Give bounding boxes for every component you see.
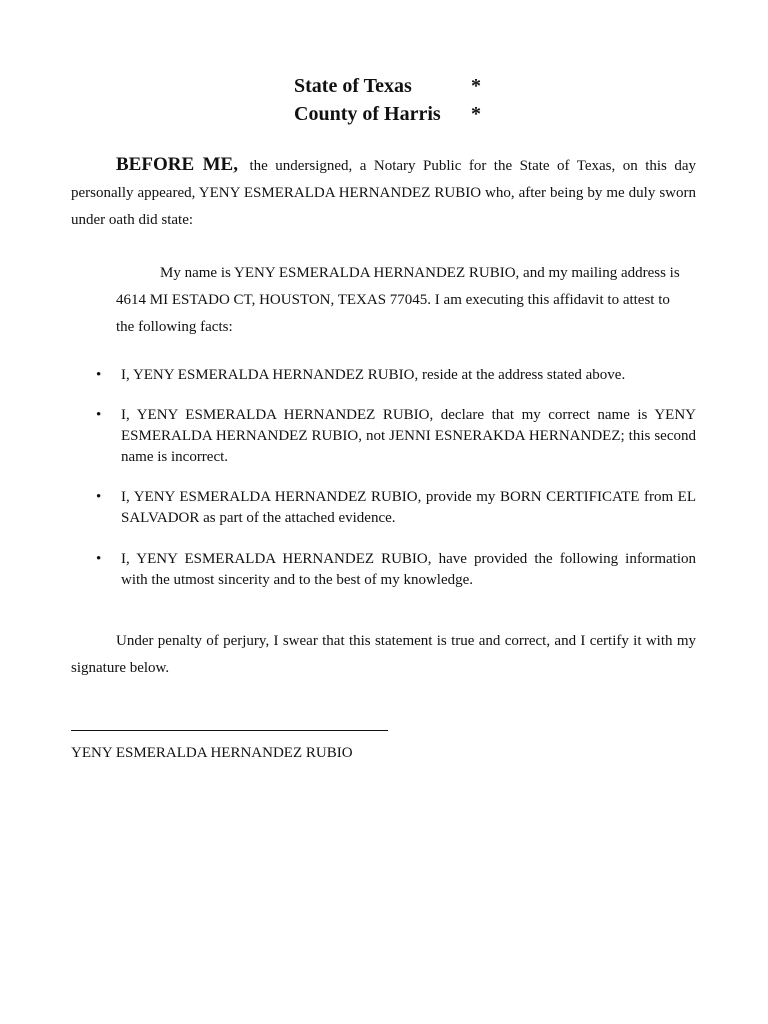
venue-block xyxy=(294,72,491,128)
fact-text: I, YENY ESMERALDA HERNANDEZ RUBIO, have provided the following information with the utmost sincerity and to the best of my knowledge. xyxy=(121,551,696,588)
venue-state-marker: * xyxy=(471,75,481,97)
bullet-icon: • xyxy=(96,489,102,505)
bullet-icon: • xyxy=(96,407,102,423)
list-item xyxy=(96,405,696,468)
statement-text: My name is YENY ESMERALDA HERNANDEZ RUBIO, and my mailing address is 4614 MI ESTADO CT, HOUSTON, TEXAS 77045. I am executing this affidavit to attest to the following facts: xyxy=(116,265,680,335)
signature-name: YENY ESMERALDA HERNANDEZ RUBIO xyxy=(71,745,353,761)
list-item xyxy=(96,365,696,386)
venue-state-row xyxy=(294,72,491,100)
bullet-icon: • xyxy=(96,551,102,567)
intro-text: the undersigned, a Notary Public for the State of Texas, on this day personally appeared, YENY ESMERALDA HERNANDEZ RUBIO who, after being by me duly sworn under oath did state: xyxy=(71,158,697,228)
venue-county-marker: * xyxy=(471,103,481,125)
venue-county-row xyxy=(294,100,491,128)
signature-line xyxy=(71,730,388,731)
intro-lead: BEFORE ME, xyxy=(116,154,238,175)
list-item xyxy=(96,487,696,529)
fact-text: I, YENY ESMERALDA HERNANDEZ RUBIO, provide my BORN CERTIFICATE from EL SALVADOR as part of the attached evidence. xyxy=(121,489,696,526)
closing-text: Under penalty of perjury, I swear that this statement is true and correct, and I certify it with my signature below. xyxy=(71,633,696,676)
fact-text: I, YENY ESMERALDA HERNANDEZ RUBIO, declare that my correct name is YENY ESMERALDA HERNANDEZ RUBIO, not JENNI ESNERAKDA HERNANDEZ; this second name is incorrect. xyxy=(121,407,696,465)
list-item xyxy=(96,549,696,591)
venue-state-label: State of Texas xyxy=(294,75,412,97)
fact-text: I, YENY ESMERALDA HERNANDEZ RUBIO, reside at the address stated above. xyxy=(121,367,626,383)
closing-paragraph xyxy=(71,628,696,682)
venue-county-label: County of Harris xyxy=(294,103,441,125)
bullet-icon: • xyxy=(96,367,102,383)
intro-paragraph xyxy=(71,151,696,234)
statement-paragraph xyxy=(116,260,682,341)
